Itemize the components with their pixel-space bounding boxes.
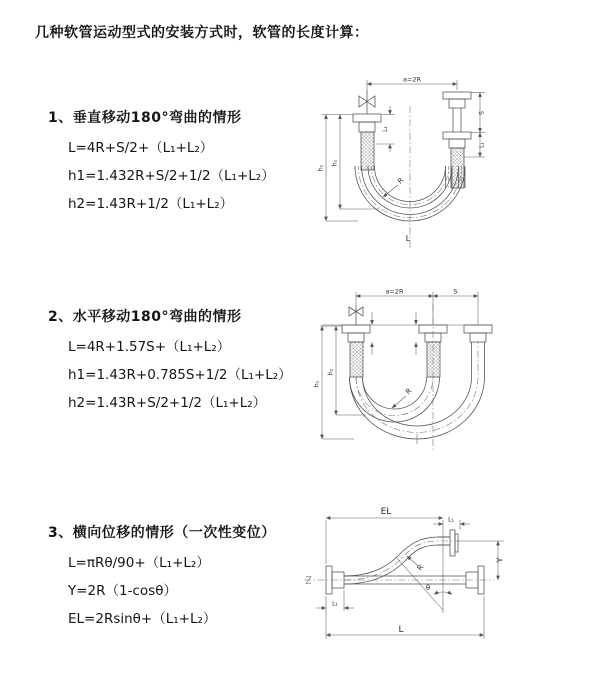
dim-a-label: a=2R: [385, 287, 404, 296]
section-3-heading: 3、横向位移的情形（一次性变位）: [48, 525, 276, 541]
formula-line: L=4R+S/2+（L₁+L₂）: [68, 140, 214, 156]
formula-line: EL=2Rsinθ+（L₁+L₂）: [68, 611, 217, 627]
left-pipe-assembly: [342, 325, 370, 377]
dim-h1-label: h₁: [317, 164, 325, 172]
hose-s-curve: [344, 537, 460, 584]
formula-line: h1=1.432R+S/2+1/2（L₁+L₂）: [68, 168, 275, 184]
dim-l1-bottom: [316, 590, 354, 611]
dim-l-label: L: [398, 625, 404, 635]
diagram-vertical-180-bend: [310, 68, 600, 256]
dim-a-label: a=2R: [402, 75, 422, 84]
left-pipe-assembly: [353, 114, 381, 170]
formula-line: h2=1.43R+1/2（L₁+L₂）: [68, 196, 234, 212]
formula-line: Y=2R（1-cosθ）: [68, 583, 177, 599]
radius-label: R: [404, 386, 414, 397]
dim-h2-label: h₂: [331, 159, 339, 167]
formula-line: h1=1.43R+0.785S+1/2（L₁+L₂）: [68, 367, 292, 383]
flange-tick-arrows: [372, 312, 416, 355]
angle-theta-label: θ: [425, 584, 431, 592]
formula-line: L=4R+1.57S+（L₁+L₂）: [68, 339, 231, 355]
dim-a-2r-and-s: [356, 288, 478, 325]
section-1-heading: 1、垂直移动180°弯曲的情形: [48, 110, 242, 126]
valve-icon: [349, 305, 363, 325]
dim-l: [326, 596, 484, 639]
section-2-formulas: [48, 333, 292, 417]
angle-theta: [426, 584, 452, 594]
dim-l1-left: [376, 106, 395, 152]
upper-flange-assembly: [438, 530, 458, 556]
section-3-formulas: [48, 549, 276, 633]
dim-s-right: [464, 93, 486, 158]
dim-s-label: S: [453, 287, 458, 296]
dim-l1-top-label: L₁: [448, 516, 454, 524]
page-title: 几种软管运动型式的安装方式时，软管的长度计算：: [35, 25, 369, 41]
dim-el: [326, 507, 443, 613]
dim-y: [458, 541, 505, 580]
dim-l1-right-label: L₁: [478, 142, 486, 148]
section-vertical-180: [48, 107, 275, 218]
dim-y-label: Y: [495, 557, 505, 563]
hose-u-displaced: [350, 342, 485, 439]
dim-s-label: S: [478, 111, 486, 115]
valve-icon: [359, 90, 375, 114]
formula-line: h2=1.43R+S/2+1/2（L₁+L₂）: [68, 395, 267, 411]
right-pipe-assembly: [464, 325, 492, 342]
section-1-formulas: [48, 134, 275, 218]
section-2-heading: 2、水平移动180°弯曲的情形: [48, 309, 242, 325]
dim-a-2r: [367, 76, 457, 91]
section-horizontal-180: [48, 306, 292, 417]
dim-h2-label: h₂: [327, 368, 335, 376]
dim-el-label: EL: [380, 507, 392, 517]
length-label: L: [405, 234, 411, 243]
dim-l1-left-label: L₁: [382, 126, 389, 132]
dim-h1-label: h₁: [313, 380, 321, 388]
right-pipe-assembly: [443, 92, 471, 188]
radius-construction: [396, 556, 443, 610]
dim-l1-bottom-label: L₁: [332, 600, 338, 608]
section-lateral-displacement: [48, 522, 276, 633]
radius-label: R: [415, 563, 426, 573]
radius-label: R: [396, 176, 406, 186]
dim-l1-top: [433, 517, 470, 531]
radius-leader: [383, 176, 405, 197]
diagram-horizontal-180-bend: [308, 282, 600, 458]
formula-line: L=πRθ/90+（L₁+L₂）: [68, 555, 210, 571]
diagram-lateral-displacement: [298, 498, 600, 660]
